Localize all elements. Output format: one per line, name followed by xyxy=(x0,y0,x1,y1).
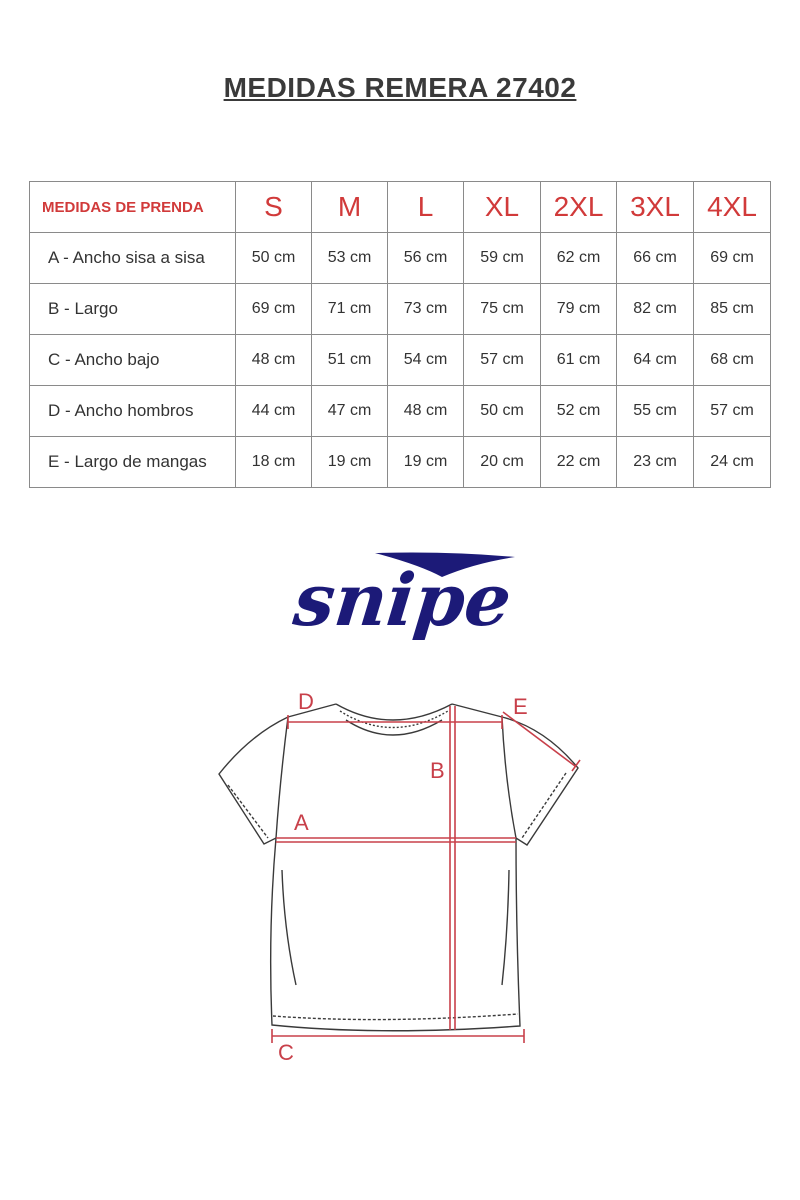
row-label: A - Ancho sisa a sisa xyxy=(30,233,236,284)
table-row xyxy=(30,437,771,488)
table-cell: 68 cm xyxy=(694,335,771,386)
size-chart-table xyxy=(29,181,771,488)
shirt-collar xyxy=(336,704,452,720)
table-cell: 50 cm xyxy=(464,386,541,437)
table-cell: 54 cm xyxy=(388,335,464,386)
table-cell: 48 cm xyxy=(236,335,312,386)
label-d: D xyxy=(298,689,314,714)
table-cell: 53 cm xyxy=(312,233,388,284)
table-cell: 79 cm xyxy=(541,284,617,335)
table-cell: 59 cm xyxy=(464,233,541,284)
table-header-row xyxy=(30,182,771,233)
label-e: E xyxy=(513,694,528,719)
table-cell: 57 cm xyxy=(464,335,541,386)
measure-line-e xyxy=(503,712,575,766)
size-header: 3XL xyxy=(617,182,694,233)
table-cell: 24 cm xyxy=(694,437,771,488)
label-a: A xyxy=(294,810,309,835)
row-label: B - Largo xyxy=(30,284,236,335)
right-armhole xyxy=(502,717,516,838)
row-label: C - Ancho bajo xyxy=(30,335,236,386)
table-cell: 73 cm xyxy=(388,284,464,335)
corner-label: MEDIDAS DE PRENDA xyxy=(30,182,236,233)
table-row xyxy=(30,335,771,386)
table-cell: 22 cm xyxy=(541,437,617,488)
table-cell: 50 cm xyxy=(236,233,312,284)
table-row xyxy=(30,233,771,284)
table-cell: 56 cm xyxy=(388,233,464,284)
label-c: C xyxy=(278,1040,294,1065)
size-header: L xyxy=(388,182,464,233)
table-cell: 61 cm xyxy=(541,335,617,386)
tshirt-diagram xyxy=(200,680,600,1080)
size-header: 2XL xyxy=(541,182,617,233)
left-fold-line xyxy=(282,870,296,985)
page-title: MEDIDAS REMERA 27402 xyxy=(223,72,577,103)
size-header: 4XL xyxy=(694,182,771,233)
table-cell: 69 cm xyxy=(236,284,312,335)
row-label: D - Ancho hombros xyxy=(30,386,236,437)
table-cell: 51 cm xyxy=(312,335,388,386)
table-cell: 44 cm xyxy=(236,386,312,437)
logo-wordmark: snipe xyxy=(289,558,516,643)
left-sleeve-hem xyxy=(228,785,268,838)
measurement-labels xyxy=(278,689,528,1065)
table-cell: 71 cm xyxy=(312,284,388,335)
table-cell: 75 cm xyxy=(464,284,541,335)
shirt-body xyxy=(219,704,578,1031)
row-label: E - Largo de mangas xyxy=(30,437,236,488)
bottom-hem-stitch xyxy=(273,1014,518,1020)
right-fold-line xyxy=(502,870,509,985)
table-cell: 52 cm xyxy=(541,386,617,437)
table-cell: 19 cm xyxy=(312,437,388,488)
table-cell: 62 cm xyxy=(541,233,617,284)
table-cell: 64 cm xyxy=(617,335,694,386)
table-row xyxy=(30,284,771,335)
table-cell: 69 cm xyxy=(694,233,771,284)
table-cell: 23 cm xyxy=(617,437,694,488)
table-cell: 18 cm xyxy=(236,437,312,488)
tshirt-outline xyxy=(219,704,578,1031)
size-header: XL xyxy=(464,182,541,233)
table-cell: 82 cm xyxy=(617,284,694,335)
label-b: B xyxy=(430,758,445,783)
size-header: S xyxy=(236,182,312,233)
table-cell: 85 cm xyxy=(694,284,771,335)
snipe-logo xyxy=(250,545,550,645)
table-cell: 47 cm xyxy=(312,386,388,437)
table-cell: 48 cm xyxy=(388,386,464,437)
table-cell: 66 cm xyxy=(617,233,694,284)
table-cell: 55 cm xyxy=(617,386,694,437)
measurement-lines xyxy=(272,706,580,1043)
size-header: M xyxy=(312,182,388,233)
table-cell: 20 cm xyxy=(464,437,541,488)
left-armhole xyxy=(276,717,288,838)
right-sleeve-hem xyxy=(522,773,566,838)
table-cell: 19 cm xyxy=(388,437,464,488)
table-cell: 57 cm xyxy=(694,386,771,437)
table-row xyxy=(30,386,771,437)
